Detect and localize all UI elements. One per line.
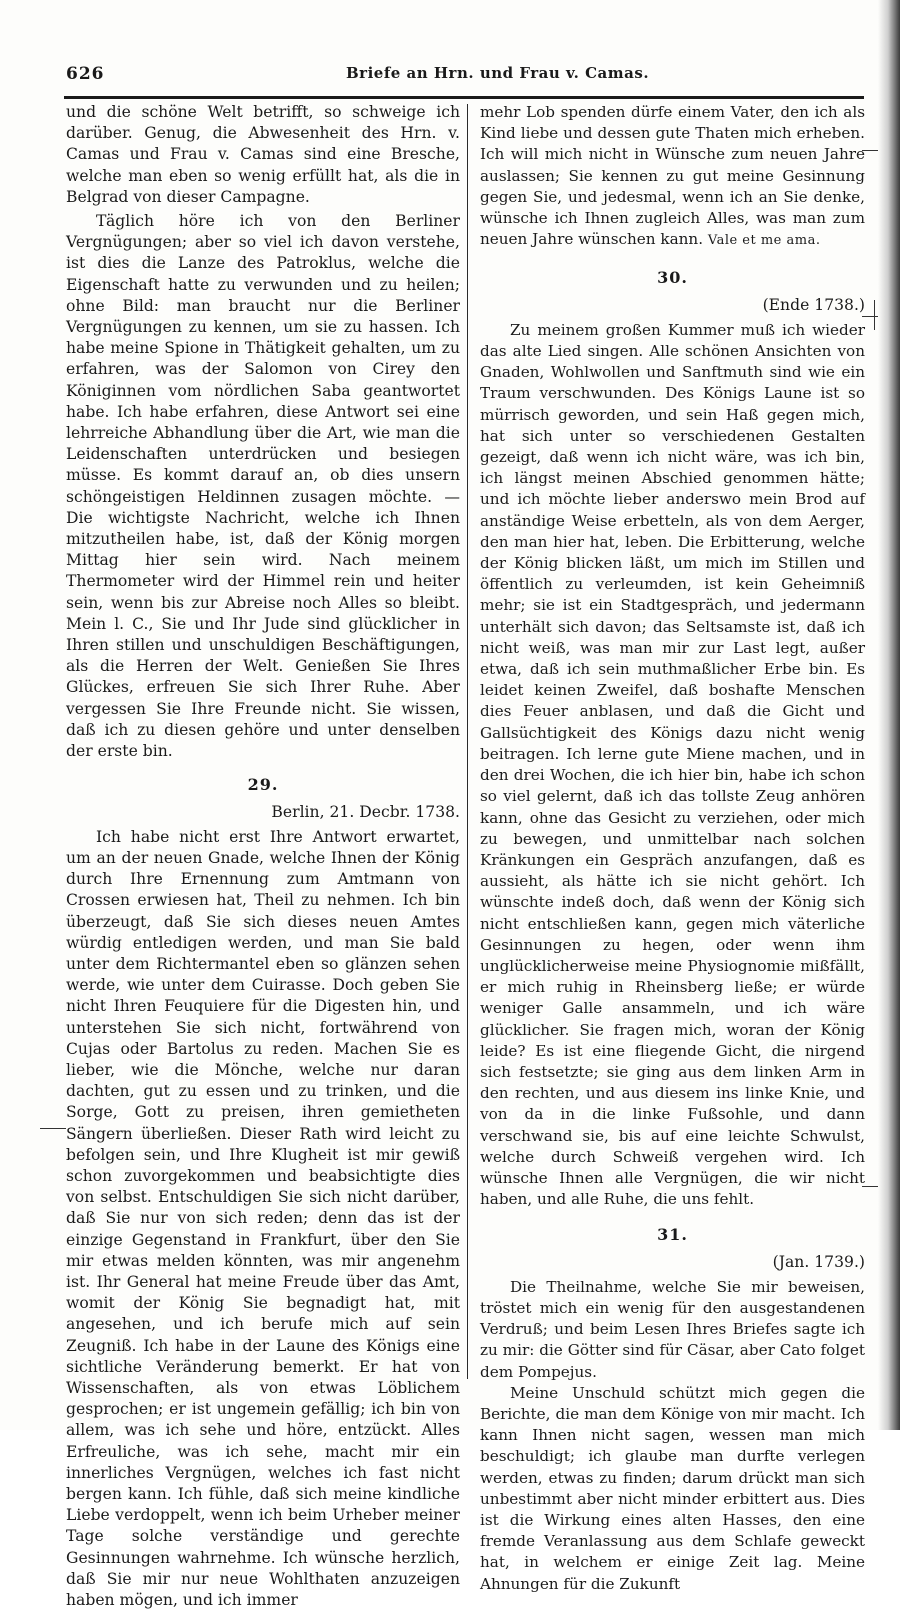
margin-mark <box>874 300 875 330</box>
paragraph <box>480 102 865 251</box>
margin-mark <box>40 1128 66 1129</box>
page-number: 626 <box>66 64 105 84</box>
paragraph: Meine Unschuld schützt mich gegen die Berichte, die man dem Könige von mir macht. Ich kann Ihnen nicht sagen, wessen man mich beschuldigt; ich glaube man durfte verlegen werden, etwas zu finden; darum drückt man sich unbestimmt aber nicht minder erbittert aus. Dies ist die Wirkung eines alten Hasses, den eine fremde Veranlassung aus dem Schlafe geweckt hat, in welchem er einige Zeit lag. Meine Ahnungen für die Zukunft <box>480 1383 865 1593</box>
paragraph: Ich habe nicht erst Ihre Antwort erwartet, um an der neuen Gnade, welche Ihnen der König durch Ihre Ernennung zum Amtmann von Crossen erwiesen hat, Theil zu nehmen. Ich bin überzeugt, daß Sie sich dieses neuen Amtes würdig entledigen werden, und man Sie bald unter dem Richtermantel eben so glänzen sehen werde, wie unter dem Cuirasse. Doch geben Sie nicht Ihren Feuquiere für die Digesten hin, und unterstehen Sie sich nicht, fortwährend von Cujas oder Bartolus zu reden. Machen Sie es lieber, wie die Mönche, welche nur daran dachten, gut zu essen und zu trinken, und die Sorge, Gott zu preisen, ihren gemietheten Sängern überließen. Dieser Rath wird leicht zu befolgen sein, und Ihre Klugheit ist mir gewiß schon zuvorgekommen und beabsichtigte dies von selbst. Entschuldigen Sie sich nicht darüber, daß Sie nur von sich reden; denn das ist der einzige Gegenstand in Frankfurt, über den Sie mir etwas melden könnten, was mir angenehm ist. Ihr General hat meine Freude über das Amt, womit der König Sie begnadigt hat, mit angesehen, und ich berufe mich auf sein Zeugniß. Ich habe in der Laune des Königs eine sichtliche Veränderung bemerkt. Er hat von Wissenschaften, als von etwas Löblichem gesprochen; er ist ungemein gefällig; ich bin von allem, was ich sehe und höre, entzückt. Alles Erfreuliche, was ich sehe, macht mir ein innerliches Vergnügen, welches ich fast nicht bergen kann. Ich fühle, daß sich meine kindliche Liebe verdoppelt, wenn ich beim Urheber meiner Tage solche verständige und gerechte Gesinnungen wahrnehme. Ich wünsche herzlich, daß Sie mir nur neue Wohlthaten anzuzeigen haben mögen, und ich immer <box>66 827 460 1610</box>
paragraph: Die Theilnahme, welche Sie mir beweisen, tröstet mich ein wenig für den ausgestandenen Verdruß; und beim Lesen Ihres Briefes sagte ich zu mir: die Götter sind für Cäsar, aber Cato folget dem Pompejus. <box>480 1277 865 1381</box>
running-title: Briefe an Hrn. und Frau v. Camas. <box>346 64 650 82</box>
letter-number: 29. <box>247 775 279 795</box>
page-header <box>66 60 864 90</box>
paragraph: und die schöne Welt betrifft, so schweige ich darüber. Genug, die Abwesenheit des Hrn. v. Camas und Frau v. Camas sind eine Bresche, welche man eben so wenig erfüllt hat, als die in Belgrad von dieser Campagne. <box>66 103 460 206</box>
closing-formula: Vale et me ama. <box>707 233 821 249</box>
paragraph-text: mehr Lob spenden dürfe einem Vater, den ich als Kind liebe und dessen gute Thaten mich erheben. Ich will mich nicht in Wünsche zum neuen Jahre auslassen; Sie kennen zu gut meine Gesinnung gegen Sie, und jedesmal, wenn ich an Sie denke, wünsche ich Ihnen zugleich Alles, was man zum neuen Jahre wünschen kann. <box>480 103 865 249</box>
paragraph: Täglich höre ich von den Berliner Vergnügungen; aber so viel ich davon verstehe, ist dies die Lanze des Patroklus, welche die Eigenschaft hatte zu verwunden und zu heilen; ohne Bild: man braucht nur die Berliner Vergnügungen zu kennen, um sie zu hassen. Ich habe meine Spione in Thätigkeit gehalten, um zu erfahren, was der Salomon von Cirey den Königinnen vom nördlichen Saba geantwortet habe. Ich habe erfahren, diese Antwort sei eine lehrreiche Abhandlung über die Art, wie man die Leidenschaften unterdrücken und besiegen müsse. Es kommt darauf an, ob dies unsern schöngeistigen Heldinnen zusagen möchte. — Die wichtigste Nachricht, welche ich Ihnen mitzutheilen habe, ist, daß der König morgen Mittag hier sein wird. Nach meinem Thermometer wird der Himmel rein und heiter sein, wenn bis zur Abreise noch Alles so bleibt. Mein l. C., Sie und Ihr Jude sind glücklicher in Ihren stillen und unschuldigen Beschäftigungen, als die Herren der Welt. Genießen Sie Ihres Glückes, erfreuen Sie sich Ihrer Ruhe. Aber vergessen Sie Ihre Freunde nicht. Sie wissen, daß ich zu diesen gehöre und unter denselben der erste bin. <box>66 212 460 761</box>
header-rule <box>64 96 864 99</box>
letter-date: Berlin, 21. Decbr. 1738. <box>271 802 460 821</box>
letter-number: 31. <box>657 1225 688 1245</box>
paragraph: Zu meinem großen Kummer muß ich wieder das alte Lied singen. Alle schönen Ansichten von Gnaden, Wohlwollen und Sanftmuth sind wie ein Traum verschwunden. Des Königs Laune ist so mürrisch geworden, und sein Haß gegen mich, hat sich unter so verschiedenen Gestalten gezeigt, daß wenn ich nicht wäre, was ich bin, ich längst meinen Abschied genommen hätte; und ich möchte lieber anderswo mein Brod auf anständige Weise erbetteln, als von dem Aerger, den man hier hat, leben. Die Erbitterung, welche der König blicken läßt, um mich im Stillen und öffentlich zu verleumden, ist kein Geheimniß mehr; sie ist ein Stadtgespräch, und jedermann unterhält sich davon; das Seltsamste ist, daß ich nicht weiß, was man mir zur Last legt, außer etwa, daß ich sein muthmaßlicher Erbe bin. Es leidet keinen Zweifel, daß boshafte Menschen dies Feuer anblasen, und daß die Gicht und Gallsüchtigkeit des Königs dazu nicht wenig beitragen. Ich lerne gute Miene machen, und in den drei Wochen, die ich hier bin, habe ich schon so viel gelernt, daß ich das tollste Zeug anhören kann, ohne das Gesicht zu verziehen, oder mich zu bewegen, und unmittelbar nach solchen Kränkungen ein Gespräch anzufangen, daß es aussieht, als hätte ich sie nicht gehört. Ich wünschte indeß doch, daß wenn der König sich nicht entschließen kann, gegen mich väterliche Gesinnungen zu hegen, oder wenn ihm unglücklicherweise meine Physiognomie mißfällt, er mich ruhig in Rheinsberg ließe; er würde weniger Galle ansammeln, und ich wäre glücklicher. Sie fragen mich, woran der König leide? Es ist eine fliegende Gicht, die nirgend sich festsetzte; sie ging aus dem linken Arm in den rechten, und aus diesem ins linke Knie, und von da in die linke Fußsohle, und dann verschwand sie, bis auf eine leichte Schwulst, welche durch Schweiß vergehen wird. Ich wünsche Ihnen alle Vergnügen, die wir nicht haben, und alle Ruhe, die uns fehlt. <box>480 320 865 1209</box>
page-edge-shadow <box>878 0 900 1430</box>
letter-date: (Ende 1738.) <box>762 295 865 314</box>
letter-number: 30. <box>657 268 688 288</box>
right-column <box>480 102 865 1595</box>
left-column <box>66 102 460 1611</box>
letter-date: (Jan. 1739.) <box>772 1252 865 1271</box>
column-divider <box>467 104 468 1379</box>
